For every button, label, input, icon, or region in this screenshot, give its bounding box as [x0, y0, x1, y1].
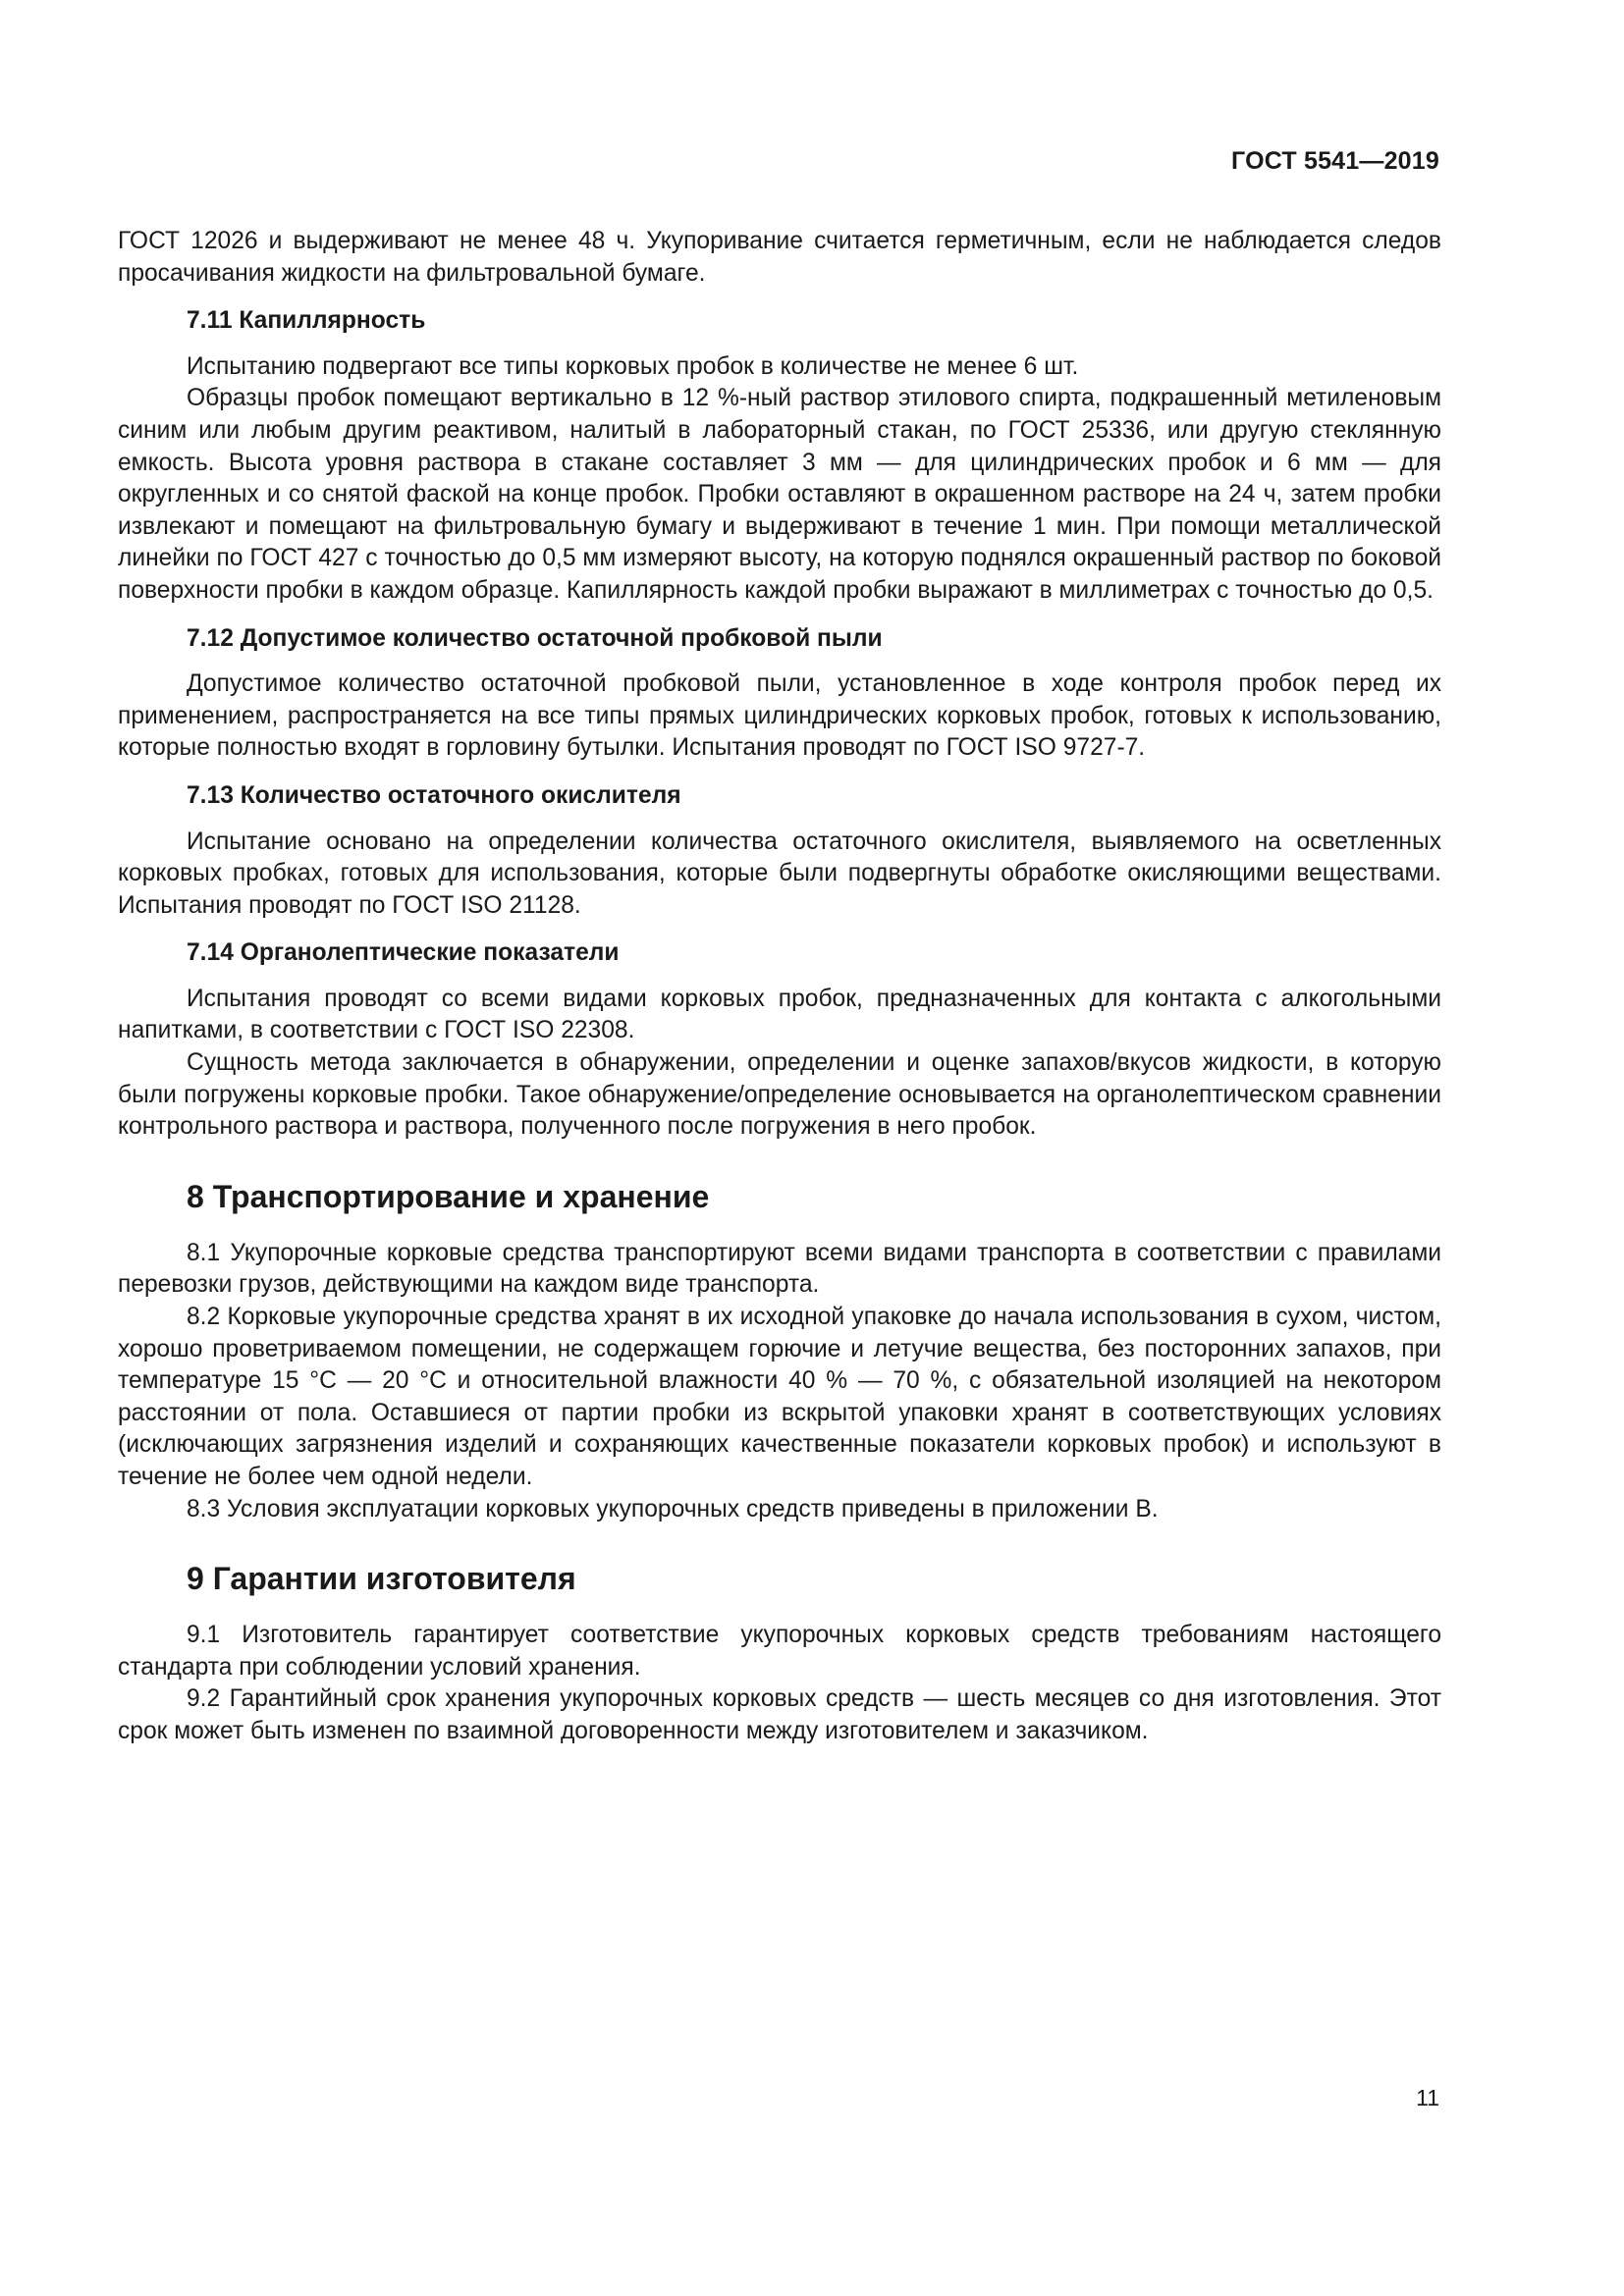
- paragraph-9-1: 9.1 Изготовитель гарантирует соответствие укупорочных корковых средств требованиям настоящего стандарта при соблюдении условий хранения.: [118, 1622, 1441, 1681]
- heading-section-9: 9 Гарантии изготовителя: [187, 1561, 576, 1597]
- paragraph-7-14-1: Испытания проводят со всеми видами корковых пробок, предназначенных для контакта с алкогольными напитками, в соответствии с ГОСТ ISO 22308.: [118, 985, 1441, 1044]
- paragraph-7-13-1: Испытание основано на определении количества остаточного окислителя, выявляемого на осветленных корковых пробках, готовых для использования, которые были подвергнуты обработке окисляющими веществами. Испытания проводят по ГОСТ ISO 21128.: [118, 828, 1441, 919]
- paragraph-7-14-2: Сущность метода заключается в обнаружении, определении и оценке запахов/вкусов жидкости, в которую были погружены корковые пробки. Такое обнаружение/определение основывается на органолептическом сравнении контрольного раствора и раствора, полученного после погружения в него пробок.: [118, 1049, 1441, 1141]
- standard-code-header: ГОСТ 5541—2019: [1231, 147, 1439, 175]
- paragraph-7-11-2: Образцы пробок помещают вертикально в 12 %-ный раствор этилового спирта, подкрашенный метиленовым синим или любым другим реактивом, налитый в лабораторный стакан, по ГОСТ 25336, или другую стеклянную емкость. Высота уровня раствора в стакане составляет 3 мм — для цилиндрических пробок и 6 мм — для округленных и со снятой фаской на конце пробок. Пробки оставляют в окрашенном растворе на 24 ч, затем пробки извлекают и помещают на фильтровальную бумагу и выдерживают в течение 1 мин. При помощи металлической линейки по ГОСТ 427 с точностью до 0,5 мм измеряют высоту, на которую поднялся окрашенный раствор по боковой поверхности пробки в каждом образце. Капиллярность каждой пробки выражают в миллиметрах с точностью до 0,5.: [118, 385, 1441, 604]
- paragraph-8-3: 8.3 Условия эксплуатации корковых укупорочных средств приведены в приложении В.: [187, 1495, 1159, 1522]
- paragraph-9-2: 9.2 Гарантийный срок хранения укупорочных корковых средств — шесть месяцев со дня изготовления. Этот срок может быть изменен по взаимной договоренности между изготовителем и заказчиком.: [118, 1685, 1441, 1744]
- heading-7-11: 7.11 Капиллярность: [187, 307, 426, 335]
- paragraph-8-2: 8.2 Корковые укупорочные средства хранят в их исходной упаковке до начала использования в сухом, чистом, хорошо проветриваемом помещении, не содержащем горючие и летучие вещества, без посторонних запахов, при температуре 15 °С — 20 °С и относительной влажности 40 % — 70 %, с обязательной изоляцией на некотором расстоянии от пола. Оставшиеся от партии пробки из вскрытой упаковки хранят в соответствующих условиях (исключающих загрязнения изделий и сохраняющих качественные показатели корковых пробок) и используют в течение не более чем одной недели.: [118, 1304, 1441, 1490]
- heading-7-12: 7.12 Допустимое количество остаточной пробковой пыли: [187, 624, 883, 652]
- document-body: [118, 226, 1441, 1748]
- paragraph-7-11-1: Испытанию подвергают все типы корковых пробок в количестве не менее 6 шт.: [187, 352, 1079, 380]
- intro-paragraph: ГОСТ 12026 и выдерживают не менее 48 ч. Укупоривание считается герметичным, если не наблюдается следов просачивания жидкости на фильтровальной бумаге.: [118, 228, 1441, 287]
- page-number: 11: [1416, 2085, 1439, 2110]
- paragraph-7-12-1: Допустимое количество остаточной пробковой пыли, установленное в ходе контроля пробок перед их применением, распространяется на все типы прямых цилиндрических корковых пробок, готовых к использованию, которые полностью входят в горловину бутылки. Испытания проводят по ГОСТ ISO 9727-7.: [118, 670, 1441, 762]
- heading-7-14: 7.14 Органолептические показатели: [187, 939, 620, 967]
- heading-section-8: 8 Транспортирование и хранение: [187, 1178, 710, 1214]
- heading-7-13: 7.13 Количество остаточного окислителя: [187, 781, 681, 809]
- paragraph-8-1: 8.1 Укупорочные корковые средства транспортируют всеми видами транспорта в соответствии с правилами перевозки грузов, действующими на каждом виде транспорта.: [118, 1239, 1441, 1299]
